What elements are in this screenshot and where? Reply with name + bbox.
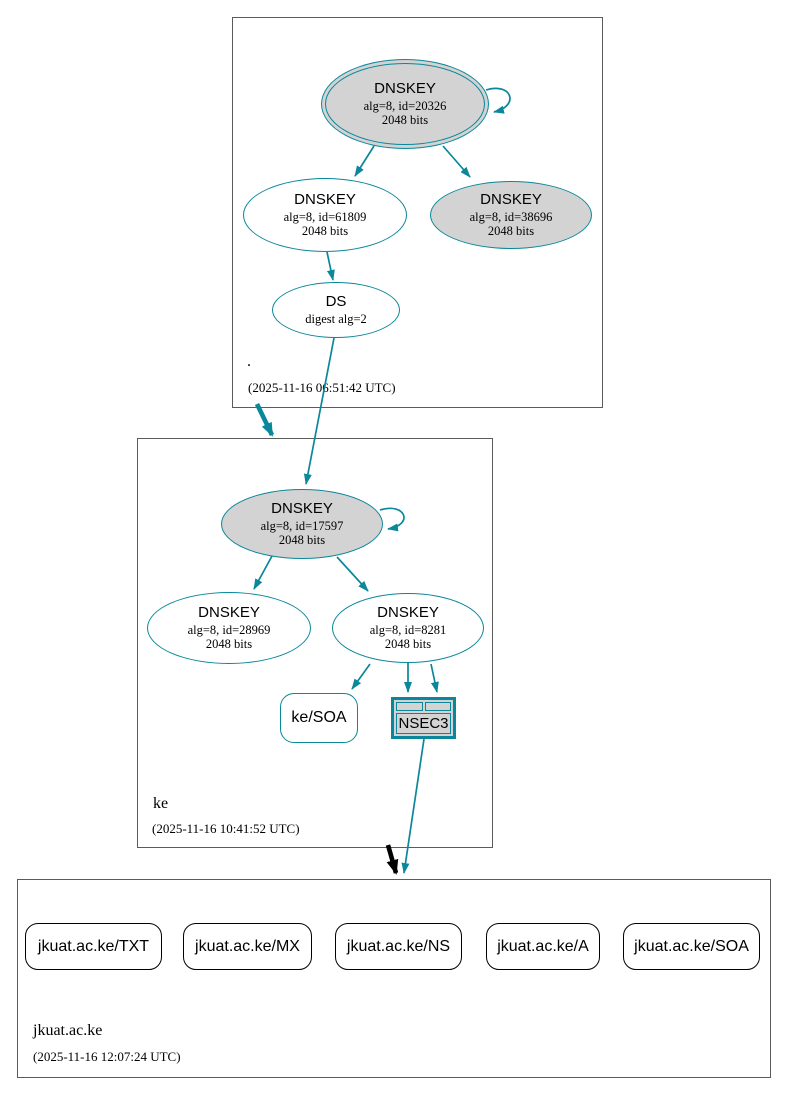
node-dnskey-20326 [321,59,489,149]
nsec3-header-row [396,702,451,711]
node-alg-id: alg=8, id=20326 [363,98,447,113]
node-bits: 2048 bits [278,533,326,548]
node-rrset-txt: jkuat.ac.ke/TXT [25,923,162,970]
node-bits: 2048 bits [381,113,429,128]
node-rrset-a: jkuat.ac.ke/A [486,923,600,970]
node-title: DNSKEY [377,603,439,621]
node-bits: 2048 bits [205,637,253,652]
node-dnskey-8281 [332,593,484,663]
node-bits: 2048 bits [301,224,349,239]
node-title: DNSKEY [294,190,356,208]
node-bits: 2048 bits [487,224,535,239]
node-title: DNSKEY [374,79,436,97]
node-dnskey-28969 [147,592,311,664]
nsec3-label: NSEC3 [396,713,451,734]
node-alg-id: alg=8, id=17597 [260,518,344,533]
zone-label-root: . [247,353,251,370]
node-alg-id: alg=8, id=61809 [283,209,367,224]
node-title: DNSKEY [480,190,542,208]
node-title: DNSKEY [198,603,260,621]
node-rrset-soa: jkuat.ac.ke/SOA [623,923,760,970]
zone-label-ke: ke [153,795,169,812]
edge-delegation-ke-jkuat [388,845,396,873]
nsec3-cell-left [396,702,423,711]
node-title: DNSKEY [271,499,333,517]
node-bits: 2048 bits [384,637,432,652]
node-ke-soa: ke/SOA [280,693,358,743]
node-dnskey-61809 [243,178,407,252]
node-alg-id: alg=8, id=28969 [187,622,271,637]
zone-timestamp-ke: (2025-11-16 10:41:52 UTC) [152,821,300,836]
node-ds [272,282,400,338]
edge-delegation-root-ke [257,404,272,435]
zone-label-jkuat: jkuat.ac.ke [33,1022,103,1039]
nsec3-cell-right [425,702,452,711]
node-digest: digest alg=2 [305,312,367,326]
node-nsec3 [391,697,456,739]
node-rrset-mx: jkuat.ac.ke/MX [183,923,312,970]
node-title: DS [325,293,347,311]
zone-timestamp-jkuat: (2025-11-16 12:07:24 UTC) [33,1049,181,1064]
node-dnskey-17597 [221,489,383,559]
node-alg-id: alg=8, id=8281 [369,622,447,637]
node-rrset-ns: jkuat.ac.ke/NS [335,923,462,970]
node-dnskey-38696 [430,181,592,249]
zone-timestamp-root: (2025-11-16 06:51:42 UTC) [248,380,396,395]
node-alg-id: alg=8, id=38696 [469,209,553,224]
